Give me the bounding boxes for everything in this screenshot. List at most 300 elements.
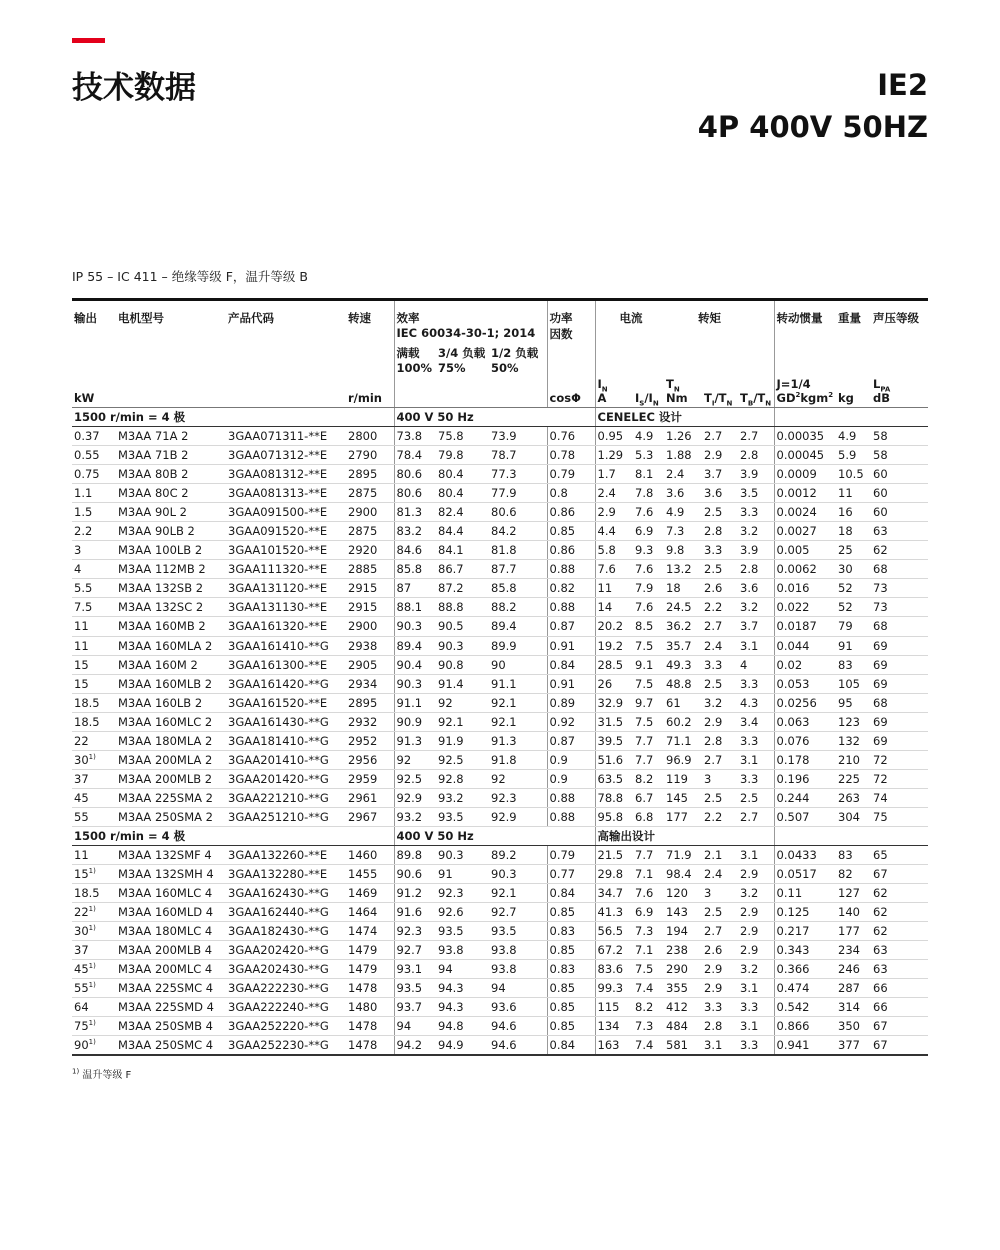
cell-output: 11 xyxy=(72,636,116,655)
efficiency-class: IE2 xyxy=(877,68,928,102)
cell-eff-75: 91.4 xyxy=(436,674,489,693)
cell-in: 4.4 xyxy=(595,522,633,541)
section-design-label: 高输出设计 xyxy=(595,826,774,845)
cell-eff-75: 94.3 xyxy=(436,979,489,998)
footnote-ref: 1) xyxy=(88,1038,96,1047)
cell-eff-50: 92.1 xyxy=(489,693,547,712)
cell-eff-100: 90.3 xyxy=(394,617,436,636)
col-three-quarter-l2: 75% xyxy=(438,360,466,375)
unit-lpa: L xyxy=(873,377,881,391)
cell-eff-50: 91.8 xyxy=(489,750,547,769)
footnote-ref: 1) xyxy=(88,1019,96,1028)
cell-eff-50: 87.7 xyxy=(489,560,547,579)
unit-tb-tn xyxy=(738,375,774,408)
unit-ti-b: /T xyxy=(714,391,727,405)
cell-motor-type: M3AA 80B 2 xyxy=(116,465,226,484)
cell-in: 19.2 xyxy=(595,636,633,655)
cell-output: 18.5 xyxy=(72,884,116,903)
table-row xyxy=(72,427,928,446)
cell-product-code: 3GAA161410-**G xyxy=(226,636,346,655)
cell-tn: 2.4 xyxy=(664,465,702,484)
cell-tb-tn: 3.9 xyxy=(738,541,774,560)
cell-cos-phi: 0.76 xyxy=(547,427,595,446)
cell-is-in: 7.8 xyxy=(633,484,664,503)
cell-speed: 1479 xyxy=(346,941,394,960)
cell-is-in: 7.5 xyxy=(633,712,664,731)
cell-motor-type: M3AA 180MLA 2 xyxy=(116,731,226,750)
cell-eff-75: 80.4 xyxy=(436,484,489,503)
cell-tn: 9.8 xyxy=(664,541,702,560)
footnote-text: 温升等级 F xyxy=(82,1070,132,1081)
cell-inertia: 0.063 xyxy=(774,712,836,731)
cell-is-in: 7.7 xyxy=(633,731,664,750)
table-row xyxy=(72,998,928,1017)
cell-speed: 1480 xyxy=(346,998,394,1017)
cell-ti-tn: 3.1 xyxy=(702,1036,738,1055)
unit-ti-sub1: I xyxy=(711,399,715,408)
cell-tn: 355 xyxy=(664,979,702,998)
cell-output: 0.55 xyxy=(72,446,116,465)
cell-motor-type: M3AA 200MLB 4 xyxy=(116,941,226,960)
cell-weight: 30 xyxy=(836,560,871,579)
cell-noise: 73 xyxy=(871,579,928,598)
cell-eff-50: 77.3 xyxy=(489,465,547,484)
unit-tn xyxy=(664,375,702,408)
unit-in-a: A xyxy=(597,391,607,405)
cell-product-code: 3GAA222240-**G xyxy=(226,998,346,1017)
cell-product-code: 3GAA132260-**E xyxy=(226,845,346,864)
cell-tn: 120 xyxy=(664,884,702,903)
cell-speed: 1455 xyxy=(346,865,394,884)
cell-eff-75: 93.8 xyxy=(436,941,489,960)
unit-tb-a: T xyxy=(740,391,748,405)
cell-in: 26 xyxy=(595,674,633,693)
unit-in xyxy=(595,375,633,408)
cell-weight: 52 xyxy=(836,579,871,598)
cell-ti-tn: 2.7 xyxy=(702,750,738,769)
cell-in: 78.8 xyxy=(595,788,633,807)
cell-eff-75: 82.4 xyxy=(436,503,489,522)
col-half-l1: 1/2 负载 xyxy=(491,345,539,360)
cell-tn: 143 xyxy=(664,903,702,922)
cell-eff-50: 90.3 xyxy=(489,865,547,884)
motor-spec-line: 4P 400V 50HZ xyxy=(697,110,928,144)
cell-ti-tn: 2.8 xyxy=(702,1017,738,1036)
cell-inertia: 0.044 xyxy=(774,636,836,655)
unit-kw: kW xyxy=(72,375,116,408)
table-row xyxy=(72,465,928,484)
cell-noise: 68 xyxy=(871,693,928,712)
cell-speed: 1460 xyxy=(346,845,394,864)
cell-tb-tn: 4.3 xyxy=(738,693,774,712)
unit-ti-tn xyxy=(702,375,738,408)
cell-output: 15 xyxy=(72,655,116,674)
cell-tb-tn: 4 xyxy=(738,655,774,674)
unit-tn-symbol: T xyxy=(666,377,674,391)
unit-is-a: I xyxy=(635,391,640,405)
cell-noise: 66 xyxy=(871,979,928,998)
cell-output: 2.2 xyxy=(72,522,116,541)
cell-is-in: 6.9 xyxy=(633,522,664,541)
cell-cos-phi: 0.9 xyxy=(547,769,595,788)
unit-j2-sup2: 2 xyxy=(828,391,834,400)
cell-in: 14 xyxy=(595,598,633,617)
cell-inertia: 0.0012 xyxy=(774,484,836,503)
cell-product-code: 3GAA161320-**E xyxy=(226,617,346,636)
cell-inertia: 0.0062 xyxy=(774,560,836,579)
cell-speed: 2895 xyxy=(346,693,394,712)
unit-tn-sub: N xyxy=(673,385,680,394)
cell-eff-75: 93.5 xyxy=(436,922,489,941)
cell-inertia: 0.0517 xyxy=(774,865,836,884)
section-speed-label: 1500 r/min = 4 极 xyxy=(72,826,394,845)
cell-eff-100: 92.9 xyxy=(394,788,436,807)
cell-inertia: 0.507 xyxy=(774,807,836,826)
cell-tb-tn: 3.2 xyxy=(738,598,774,617)
cell-motor-type: M3AA 80C 2 xyxy=(116,484,226,503)
cell-noise: 58 xyxy=(871,446,928,465)
cell-eff-100: 91.6 xyxy=(394,903,436,922)
cell-speed: 2932 xyxy=(346,712,394,731)
cell-in: 7.6 xyxy=(595,560,633,579)
cell-product-code: 3GAA222230-**G xyxy=(226,979,346,998)
cell-eff-75: 94.9 xyxy=(436,1036,489,1055)
cell-inertia: 0.0256 xyxy=(774,693,836,712)
cell-in: 67.2 xyxy=(595,941,633,960)
cell-eff-100: 93.5 xyxy=(394,979,436,998)
cell-ti-tn: 2.5 xyxy=(702,503,738,522)
cell-eff-50: 92.1 xyxy=(489,712,547,731)
cell-inertia: 0.02 xyxy=(774,655,836,674)
cell-tb-tn: 2.8 xyxy=(738,446,774,465)
cell-inertia: 0.244 xyxy=(774,788,836,807)
cell-tb-tn: 3.9 xyxy=(738,465,774,484)
col-noise: 声压等级 xyxy=(871,300,928,345)
cell-eff-50: 77.9 xyxy=(489,484,547,503)
unit-j1: J=1/4 xyxy=(776,377,811,391)
cell-eff-50: 78.7 xyxy=(489,446,547,465)
cell-tn: 238 xyxy=(664,941,702,960)
cell-weight: 5.9 xyxy=(836,446,871,465)
cell-tb-tn: 3.7 xyxy=(738,617,774,636)
cell-motor-type: M3AA 100LB 2 xyxy=(116,541,226,560)
cell-eff-75: 92.3 xyxy=(436,884,489,903)
cell-ti-tn: 2.7 xyxy=(702,922,738,941)
cell-tn: 49.3 xyxy=(664,655,702,674)
cell-motor-type: M3AA 160M 2 xyxy=(116,655,226,674)
cell-ti-tn: 2.5 xyxy=(702,560,738,579)
cell-speed: 2959 xyxy=(346,769,394,788)
cell-eff-100: 81.3 xyxy=(394,503,436,522)
cell-eff-100: 92.3 xyxy=(394,922,436,941)
cell-eff-100: 91.1 xyxy=(394,693,436,712)
cell-output: 30$^{1)}$ xyxy=(72,922,116,941)
cell-noise: 69 xyxy=(871,731,928,750)
cell-weight: 304 xyxy=(836,807,871,826)
col-inertia: 转动惯量 xyxy=(774,300,836,345)
col-full-load xyxy=(394,345,436,375)
cell-speed: 1478 xyxy=(346,1036,394,1055)
cell-cos-phi: 0.8 xyxy=(547,484,595,503)
cell-inertia: 0.0027 xyxy=(774,522,836,541)
cell-output: 90$^{1)}$ xyxy=(72,1036,116,1055)
col-three-quarter-l1: 3/4 负载 xyxy=(438,345,486,360)
cell-motor-type: M3AA 160MLD 4 xyxy=(116,903,226,922)
cell-is-in: 7.3 xyxy=(633,1017,664,1036)
cell-product-code: 3GAA161520-**E xyxy=(226,693,346,712)
cell-tb-tn: 3.3 xyxy=(738,1036,774,1055)
cell-motor-type: M3AA 180MLC 4 xyxy=(116,922,226,941)
cell-weight: 10.5 xyxy=(836,465,871,484)
cell-tn: 1.88 xyxy=(664,446,702,465)
cell-inertia: 0.0433 xyxy=(774,845,836,864)
cell-ti-tn: 2.9 xyxy=(702,979,738,998)
cell-in: 2.9 xyxy=(595,503,633,522)
cell-eff-100: 90.6 xyxy=(394,865,436,884)
cell-eff-50: 89.4 xyxy=(489,617,547,636)
cell-weight: 95 xyxy=(836,693,871,712)
cell-eff-75: 93.5 xyxy=(436,807,489,826)
cell-eff-50: 92.9 xyxy=(489,807,547,826)
section-voltage-label: 400 V 50 Hz xyxy=(394,826,595,845)
cell-motor-type: M3AA 250SMB 4 xyxy=(116,1017,226,1036)
cell-weight: 4.9 xyxy=(836,427,871,446)
cell-eff-50: 80.6 xyxy=(489,503,547,522)
unit-noise xyxy=(871,375,928,408)
table-row xyxy=(72,865,928,884)
cell-eff-50: 94 xyxy=(489,979,547,998)
unit-inertia xyxy=(774,375,836,408)
unit-tb-sub1: B xyxy=(747,399,754,408)
cell-is-in: 8.2 xyxy=(633,769,664,788)
cell-eff-75: 80.4 xyxy=(436,465,489,484)
cell-motor-type: M3AA 200MLC 4 xyxy=(116,960,226,979)
cell-inertia: 0.0187 xyxy=(774,617,836,636)
cell-speed: 2800 xyxy=(346,427,394,446)
cell-weight: 377 xyxy=(836,1036,871,1055)
cell-noise: 62 xyxy=(871,541,928,560)
cell-product-code: 3GAA201420-**G xyxy=(226,769,346,788)
table-row xyxy=(72,807,928,826)
cell-is-in: 8.1 xyxy=(633,465,664,484)
cell-eff-100: 92 xyxy=(394,750,436,769)
col-half-load xyxy=(489,345,547,375)
cell-tn: 177 xyxy=(664,807,702,826)
cell-is-in: 7.1 xyxy=(633,941,664,960)
cell-output: 15 xyxy=(72,674,116,693)
cell-is-in: 9.1 xyxy=(633,655,664,674)
cell-speed: 2915 xyxy=(346,579,394,598)
cell-eff-50: 88.2 xyxy=(489,598,547,617)
cell-speed: 2915 xyxy=(346,598,394,617)
cell-noise: 63 xyxy=(871,522,928,541)
cell-ti-tn: 3.6 xyxy=(702,484,738,503)
cell-output: 45 xyxy=(72,788,116,807)
cell-product-code: 3GAA251210-**G xyxy=(226,807,346,826)
cell-output: 45$^{1)}$ xyxy=(72,960,116,979)
cell-inertia: 0.866 xyxy=(774,1017,836,1036)
protection-subtitle: IP 55 – IC 411 – 绝缘等级 F，温升等级 B xyxy=(72,269,308,284)
cell-noise: 69 xyxy=(871,655,928,674)
cell-speed: 1478 xyxy=(346,979,394,998)
cell-inertia: 0.474 xyxy=(774,979,836,998)
cell-eff-50: 91.1 xyxy=(489,674,547,693)
cell-cos-phi: 0.9 xyxy=(547,750,595,769)
cell-noise: 74 xyxy=(871,788,928,807)
cell-product-code: 3GAA091520-**E xyxy=(226,522,346,541)
cell-output: 3 xyxy=(72,541,116,560)
cell-eff-75: 93.2 xyxy=(436,788,489,807)
cell-tb-tn: 3.3 xyxy=(738,998,774,1017)
cell-motor-type: M3AA 160MLC 2 xyxy=(116,712,226,731)
cell-ti-tn: 2.2 xyxy=(702,598,738,617)
cell-noise: 60 xyxy=(871,484,928,503)
table-row xyxy=(72,712,928,731)
cell-cos-phi: 0.86 xyxy=(547,503,595,522)
cell-in: 28.5 xyxy=(595,655,633,674)
cell-in: 11 xyxy=(595,579,633,598)
cell-ti-tn: 3 xyxy=(702,769,738,788)
cell-cos-phi: 0.91 xyxy=(547,636,595,655)
cell-cos-phi: 0.83 xyxy=(547,922,595,941)
col-half-l2: 50% xyxy=(491,360,519,375)
cell-product-code: 3GAA071311-**E xyxy=(226,427,346,446)
cell-output: 7.5 xyxy=(72,598,116,617)
cell-cos-phi: 0.82 xyxy=(547,579,595,598)
cell-cos-phi: 0.85 xyxy=(547,522,595,541)
cell-noise: 58 xyxy=(871,427,928,446)
footnote xyxy=(72,1066,131,1081)
table-row xyxy=(72,731,928,750)
col-weight: 重量 xyxy=(836,300,871,345)
unit-ti-sub2: N xyxy=(726,399,733,408)
table-row xyxy=(72,484,928,503)
cell-output: 22$^{1)}$ xyxy=(72,903,116,922)
cell-tb-tn: 3.3 xyxy=(738,769,774,788)
cell-inertia: 0.0024 xyxy=(774,503,836,522)
cell-cos-phi: 0.86 xyxy=(547,541,595,560)
cell-weight: 123 xyxy=(836,712,871,731)
table-row xyxy=(72,655,928,674)
table-row xyxy=(72,541,928,560)
cell-cos-phi: 0.89 xyxy=(547,693,595,712)
unit-in-sub: N xyxy=(601,385,608,394)
cell-tn: 18 xyxy=(664,579,702,598)
table-row xyxy=(72,845,928,864)
cell-weight: 105 xyxy=(836,674,871,693)
cell-inertia: 0.022 xyxy=(774,598,836,617)
cell-in: 83.6 xyxy=(595,960,633,979)
section-blank xyxy=(774,408,928,427)
technical-data-table-wrapper xyxy=(72,298,928,1056)
table-row xyxy=(72,503,928,522)
cell-cos-phi: 0.84 xyxy=(547,1036,595,1055)
cell-eff-100: 90.3 xyxy=(394,674,436,693)
cell-tn: 4.9 xyxy=(664,503,702,522)
cell-tb-tn: 3.6 xyxy=(738,579,774,598)
cell-motor-type: M3AA 160MLB 2 xyxy=(116,674,226,693)
table-row xyxy=(72,693,928,712)
cell-noise: 63 xyxy=(871,960,928,979)
cell-motor-type: M3AA 132SMH 4 xyxy=(116,865,226,884)
unit-cos: cosΦ xyxy=(547,375,595,408)
cell-product-code: 3GAA071312-**E xyxy=(226,446,346,465)
table-row xyxy=(72,617,928,636)
cell-motor-type: M3AA 225SMD 4 xyxy=(116,998,226,1017)
header-row-1 xyxy=(72,300,928,345)
col-three-quarter-load xyxy=(436,345,489,375)
cell-is-in: 7.5 xyxy=(633,960,664,979)
cell-eff-75: 94.8 xyxy=(436,1017,489,1036)
cell-tn: 290 xyxy=(664,960,702,979)
cell-tn: 35.7 xyxy=(664,636,702,655)
cell-output: 0.37 xyxy=(72,427,116,446)
cell-inertia: 0.00045 xyxy=(774,446,836,465)
col-speed: 转速 xyxy=(346,300,394,345)
cell-eff-75: 84.1 xyxy=(436,541,489,560)
cell-motor-type: M3AA 200MLB 2 xyxy=(116,769,226,788)
cell-weight: 83 xyxy=(836,845,871,864)
table-row xyxy=(72,1036,928,1055)
cell-eff-50: 94.6 xyxy=(489,1017,547,1036)
col-current: 电流 xyxy=(595,300,664,345)
cell-ti-tn: 2.9 xyxy=(702,712,738,731)
cell-eff-100: 92.5 xyxy=(394,769,436,788)
cell-motor-type: M3AA 71A 2 xyxy=(116,427,226,446)
cell-tb-tn: 3.4 xyxy=(738,712,774,731)
cell-eff-100: 83.2 xyxy=(394,522,436,541)
cell-in: 34.7 xyxy=(595,884,633,903)
cell-cos-phi: 0.87 xyxy=(547,617,595,636)
cell-eff-75: 90.5 xyxy=(436,617,489,636)
cell-weight: 11 xyxy=(836,484,871,503)
cell-speed: 2875 xyxy=(346,522,394,541)
cell-noise: 62 xyxy=(871,903,928,922)
cell-tb-tn: 3.5 xyxy=(738,484,774,503)
cell-output: 0.75 xyxy=(72,465,116,484)
cell-eff-100: 89.8 xyxy=(394,845,436,864)
cell-in: 1.7 xyxy=(595,465,633,484)
cell-in: 21.5 xyxy=(595,845,633,864)
cell-speed: 1464 xyxy=(346,903,394,922)
cell-speed: 1478 xyxy=(346,1017,394,1036)
cell-weight: 287 xyxy=(836,979,871,998)
cell-inertia: 0.053 xyxy=(774,674,836,693)
table-row xyxy=(72,636,928,655)
cell-cos-phi: 0.84 xyxy=(547,655,595,674)
cell-motor-type: M3AA 250SMC 4 xyxy=(116,1036,226,1055)
footnote-ref: 1) xyxy=(88,867,96,876)
cell-motor-type: M3AA 132SMF 4 xyxy=(116,845,226,864)
cell-cos-phi: 0.92 xyxy=(547,712,595,731)
cell-tn: 13.2 xyxy=(664,560,702,579)
cell-tb-tn: 3.1 xyxy=(738,750,774,769)
cell-motor-type: M3AA 90L 2 xyxy=(116,503,226,522)
cell-eff-100: 88.1 xyxy=(394,598,436,617)
cell-ti-tn: 2.4 xyxy=(702,636,738,655)
cell-motor-type: M3AA 225SMC 4 xyxy=(116,979,226,998)
cell-cos-phi: 0.85 xyxy=(547,903,595,922)
cell-tb-tn: 2.9 xyxy=(738,903,774,922)
table-row xyxy=(72,941,928,960)
cell-noise: 66 xyxy=(871,998,928,1017)
cell-eff-100: 73.8 xyxy=(394,427,436,446)
cell-in: 56.5 xyxy=(595,922,633,941)
cell-is-in: 8.5 xyxy=(633,617,664,636)
cell-ti-tn: 3.3 xyxy=(702,541,738,560)
cell-eff-75: 92.6 xyxy=(436,903,489,922)
cell-eff-50: 84.2 xyxy=(489,522,547,541)
